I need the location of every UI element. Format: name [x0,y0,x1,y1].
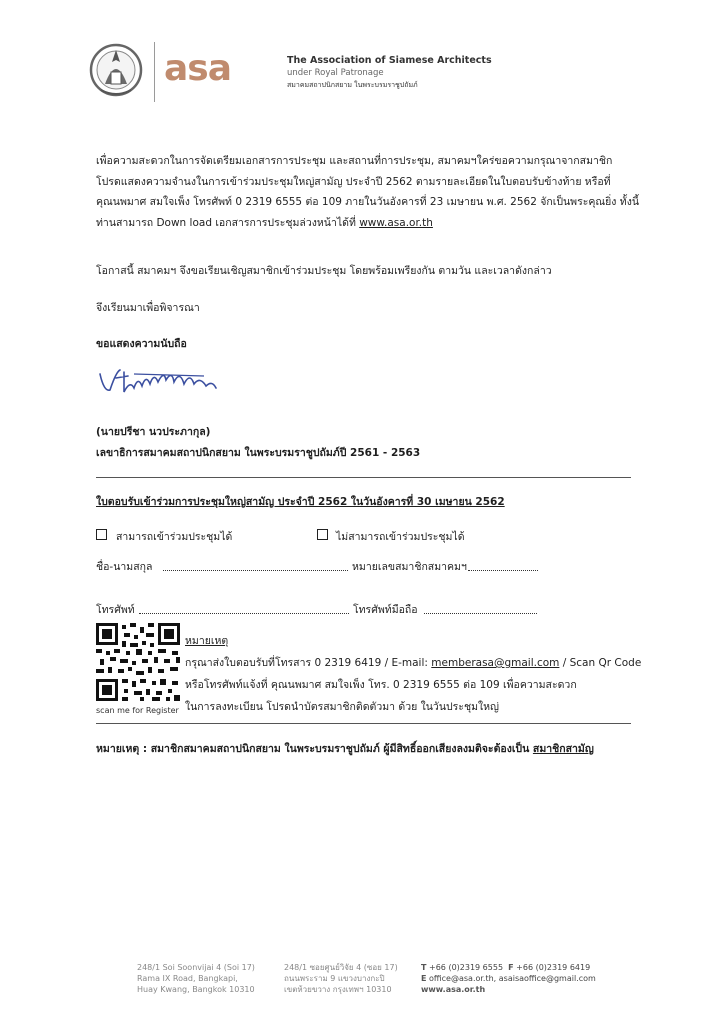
divider-line [96,477,631,478]
email-label: E [421,974,427,983]
member-number-label: หมายเลขสมาชิกสมาคมฯ [352,561,467,573]
remark-line-3: ในการลงทะเบียน โปรดนำบัตรสมาชิกติดตัวมา ด้วย ในวันประชุมใหญ่ [185,701,499,713]
paragraph-line: โปรดแสดงความจำนงในการเข้าร่วมประชุมใหญ่สามัญ ประจำปี 2562 ตามรายละเอียดในใบตอบรับข้างท้าย หรือที่ [96,175,611,188]
footer-email-line [421,973,596,984]
member-number-field[interactable] [468,570,538,571]
footer-address-en [137,962,255,995]
phone-field[interactable] [139,613,349,614]
org-name-th: สมาคมสถาปนิกสยาม ในพระบรมราชูปถัมภ์ [287,81,418,89]
paragraph-line: เพื่อความสะดวกในการจัดเตรียมเอกสารการประชุม และสถานที่การประชุม, สมาคมฯใคร่ขอความกรุณาจากสมาชิก [96,155,613,167]
footer-line: 248/1 ซอยศูนย์วิจัย 4 (ซอย 17) [284,963,398,972]
not-attend-checkbox[interactable] [317,529,328,540]
remark-text: กรุณาส่งใบตอบรับที่โทรสาร 0 2319 6419 / E-mail: [185,657,432,669]
footer-line: เขตห้วยขวาง กรุงเทพฯ 10310 [284,985,392,994]
org-name-block [287,55,492,91]
header-divider [154,42,155,102]
remark-text: / Scan Qr Code [559,657,642,669]
remark-line-1 [185,654,641,671]
paragraph-line [96,213,639,234]
paragraph-line-text: ท่านสามารถ Down load เอกสารการประชุมล่วงหน้าได้ที่ [96,216,360,229]
email-link[interactable]: memberasa@gmail.com [431,657,560,669]
tel-label: T [421,963,427,972]
signer-name: (นายปรีชา นวประภากุล) [96,426,211,438]
footer-line: Rama IX Road, Bangkapi, [137,974,238,983]
signer-title: เลขาธิการสมาคมสถาปนิกสยาม ในพระบรมราชูปถัมภ์ปี 2561 - 2563 [96,447,421,459]
mobile-label: โทรศัพท์มือถือ [353,604,418,616]
association-seal-logo [89,40,143,102]
footer-line: 248/1 Soi Soonvijai 4 (Soi 17) [137,963,255,972]
org-subtitle-en: under Royal Patronage [287,68,384,78]
footer-website[interactable] [421,984,596,995]
letter-paragraph-2: โอกาสนี้ สมาคมฯ จึงขอเรียนเชิญสมาชิกเข้าร่วมประชุม โดยพร้อมเพรียงกัน ตามวัน และเวลาดังกล่าว [96,265,552,277]
phone-label: โทรศัพท์ [96,604,135,616]
footer-website-text: www.asa.or.th [421,985,486,994]
footer-line: Huay Kwang, Bangkok 10310 [137,985,255,994]
asa-wordmark-logo [164,50,250,86]
voting-note-text: หมายเหตุ : สมาชิกสมาคมสถาปนิกสยาม ในพระบรมราชูปถัมภ์ ผู้มีสิทธิ์ออกเสียงลงมติจะต้องเป็น [96,743,533,755]
footer-contacts [421,962,596,995]
not-attend-option-label: ไม่สามารถเข้าร่วมประชุมได้ [336,531,465,543]
remark-line-2: หรือโทรศัพท์แจ้งที่ คุณนพมาศ สมใจเพ็ง โทร. 0 2319 6555 ต่อ 109 เพื่อความสะดวก [185,679,577,691]
attend-option-label: สามารถเข้าร่วมประชุมได้ [116,531,233,543]
footer-email[interactable]: office@asa.or.th, asaisaoffice@gmail.com [429,974,596,983]
name-label: ชื่อ-นามสกุล [96,561,153,573]
footer-tel: +66 (0)2319 6555 [429,963,504,972]
org-name-en: The Association of Siamese Architects [287,55,492,66]
name-field[interactable] [163,570,348,571]
voting-note [96,740,594,757]
paragraph-line: คุณนพมาศ สมใจเพ็ง โทรศัพท์ 0 2319 6555 ต่อ 109 ภายในวันอังคารที่ 23 เมษายน พ.ศ. 2562 จักเป็นพระคุณยิ่ง ทั้งนี้ [96,196,639,208]
closing-salutation: ขอแสดงความนับถือ [96,338,187,350]
qr-caption: scan me for Register [96,706,179,715]
mobile-field[interactable] [424,613,537,614]
footer-line: ถนนพระราม 9 แขวงบางกะปิ [284,974,385,983]
handwritten-signature [94,362,224,398]
registration-qr-code[interactable] [96,623,180,701]
footer-address-th [284,962,398,995]
footer-phone-line [421,962,596,973]
letter-paragraph-3: จึงเรียนมาเพื่อพิจารณา [96,302,200,314]
fax-label: F [508,963,514,972]
letter-paragraph-1 [96,151,639,233]
svg-text:asa: asa [164,50,232,86]
attend-checkbox[interactable] [96,529,107,540]
remark-label: หมายเหตุ [185,635,229,647]
footer-fax: +66 (0)2319 6419 [516,963,591,972]
ordinary-member-emphasis: สมาชิกสามัญ [532,743,594,755]
website-link[interactable]: www.asa.or.th [359,216,433,229]
divider-line [96,723,631,724]
reply-form-title: ใบตอบรับเข้าร่วมการประชุมใหญ่สามัญ ประจำปี 2562 ในวันอังคารที่ 30 เมษายน 2562 [96,496,505,508]
